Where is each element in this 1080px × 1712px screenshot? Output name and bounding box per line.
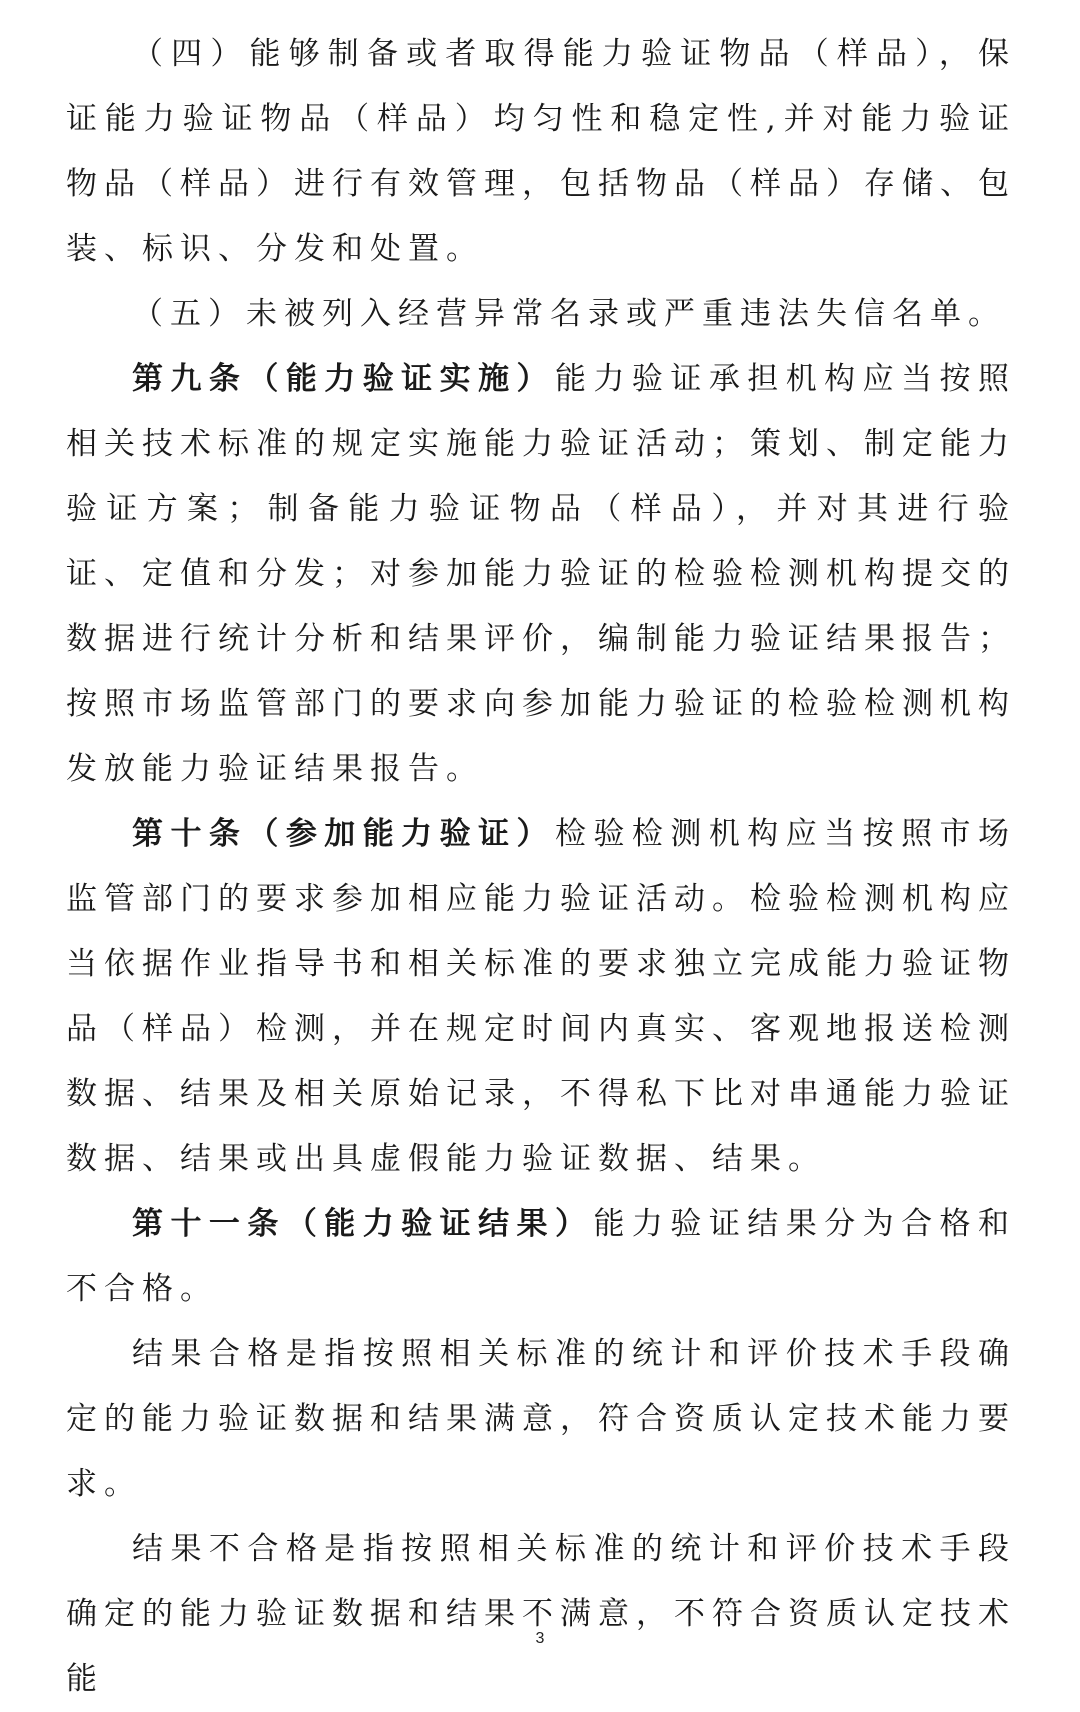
paragraph-article-9 bbox=[66, 347, 1016, 802]
paragraph-text: 检验检测机构应当按照市场监管部门的要求参加相应能力验证活动。检验检测机构应当依据作业指导书和相关标准的要求独立完成能力验证物品（样品）检测，并在规定时间内真实、客观地报送检测数据、结果及相关原始记录，不得私下比对串通能力验证数据、结果或出具虚假能力验证数据、结果。 bbox=[66, 816, 1016, 1177]
paragraph-text: 结果不合格是指按照相关标准的统计和评价技术手段确定的能力验证数据和结果不满意，不符合资质认定技术能 bbox=[66, 1531, 1016, 1697]
article-heading: 第十一条（能力验证结果） bbox=[132, 1206, 594, 1242]
paragraph-text: 能力验证承担机构应当按照相关技术标准的规定实施能力验证活动；策划、制定能力验证方案；制备能力验证物品（样品），并对其进行验证、定值和分发；对参加能力验证的检验检测机构提交的数据进行统计分析和结果评价，编制能力验证结果报告；按照市场监管部门的要求向参加能力验证的检验检测机构发放能力验证结果报告。 bbox=[66, 361, 1016, 787]
page-number: 3 bbox=[535, 1630, 545, 1647]
paragraph-text: （四）能够制备或者取得能力验证物品（样品），保证能力验证物品（样品）均匀性和稳定性,并对能力验证物品（样品）进行有效管理，包括物品（样品）存储、包装、标识、分发和处置。 bbox=[66, 36, 1016, 267]
paragraph-item-5 bbox=[66, 282, 1016, 347]
document-body bbox=[66, 22, 1016, 1712]
article-heading: 第九条（能力验证实施） bbox=[132, 361, 555, 397]
paragraph-result-pass bbox=[66, 1322, 1016, 1517]
paragraph-article-11 bbox=[66, 1192, 1016, 1322]
paragraph-text: 能力验证结果分为合格和不合格。 bbox=[66, 1206, 1017, 1307]
paragraph-article-10 bbox=[66, 802, 1016, 1192]
paragraph-item-4 bbox=[66, 22, 1016, 282]
paragraph-text: 结果合格是指按照相关标准的统计和评价技术手段确定的能力验证数据和结果满意，符合资质认定技术能力要求。 bbox=[66, 1336, 1016, 1502]
article-heading: 第十条（参加能力验证） bbox=[132, 816, 555, 852]
paragraph-result-fail bbox=[66, 1517, 1016, 1712]
paragraph-text: （五）未被列入经营异常名录或严重违法失信名单。 bbox=[132, 296, 1006, 332]
